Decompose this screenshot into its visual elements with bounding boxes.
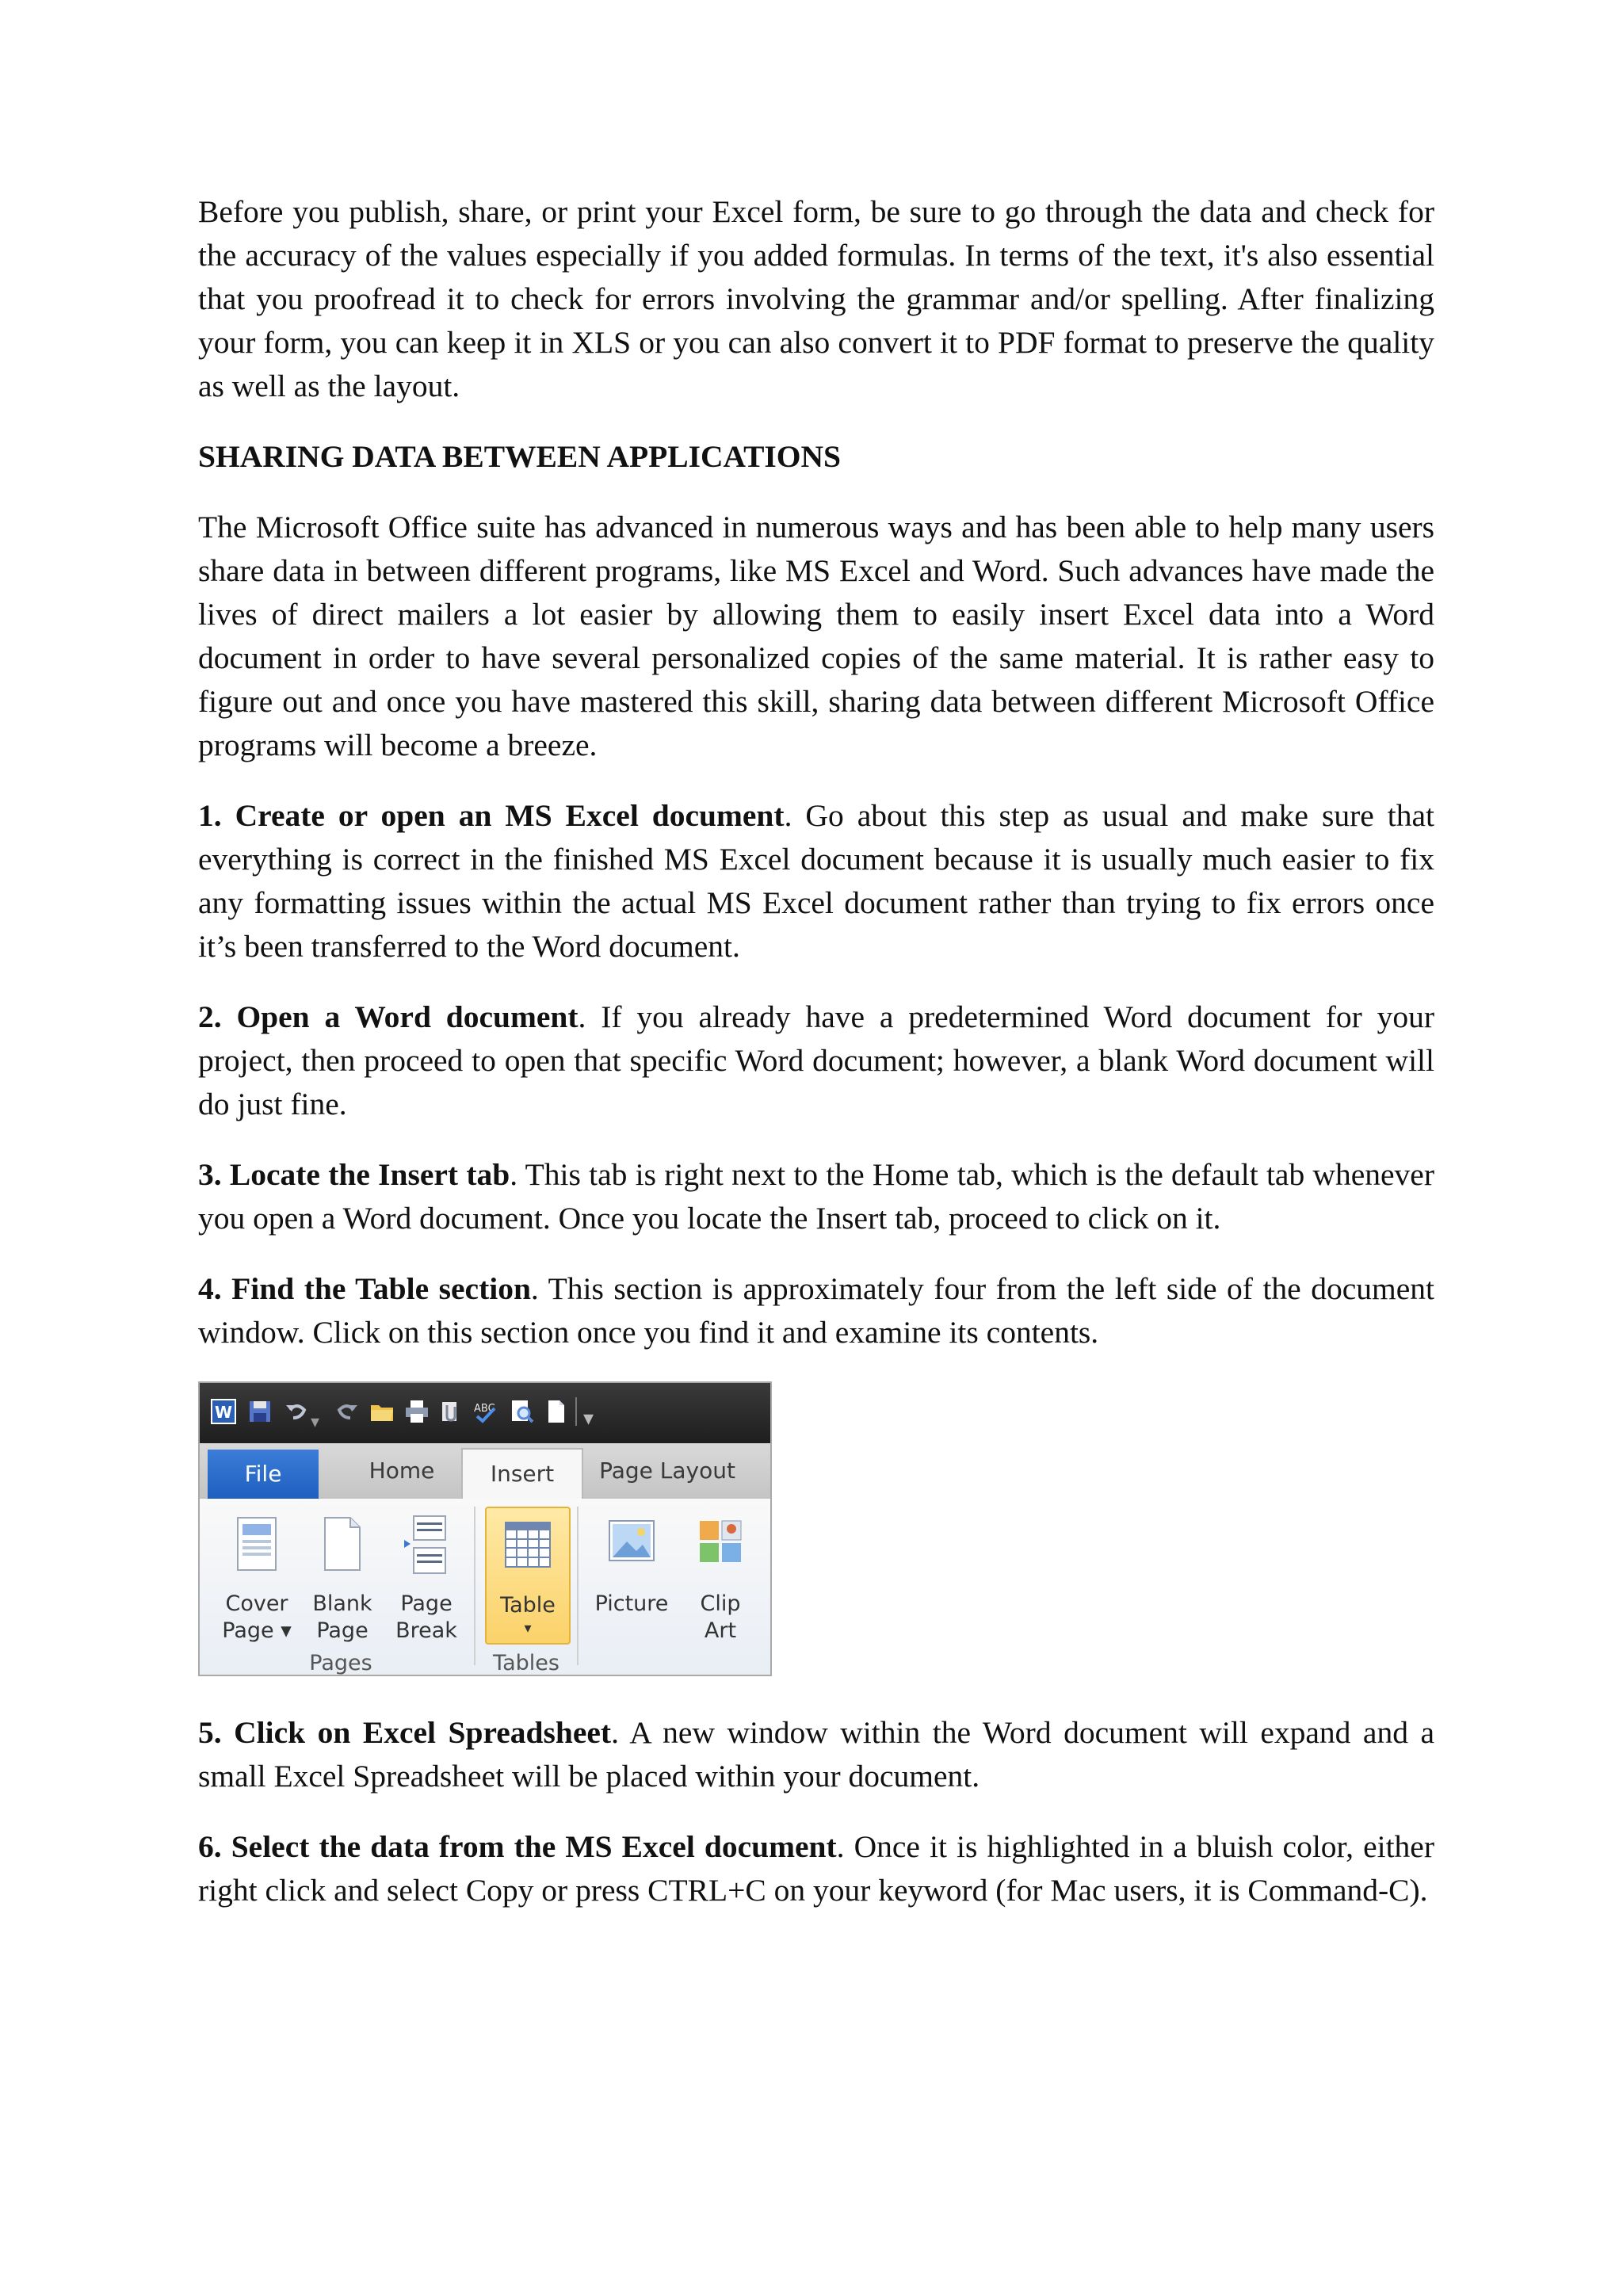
blank-page-button[interactable] <box>303 1507 382 1641</box>
clip-art-icon <box>695 1513 746 1576</box>
cover-page-label-line1: Cover <box>225 1591 288 1616</box>
step-2 <box>198 995 1434 1126</box>
step-3 <box>198 1153 1434 1240</box>
group-label-pages: Pages <box>309 1651 372 1675</box>
clip-art-label-line1: Clip <box>700 1591 741 1616</box>
word-ribbon-screenshot <box>198 1381 772 1676</box>
clip-art-button[interactable] <box>685 1507 756 1641</box>
step-2-text: . If you already have a predetermined Word document for your project, then proceed to open that specific Word document; however, a blank Word document will do just fine. <box>198 999 1434 1121</box>
page-break-button[interactable] <box>387 1507 466 1641</box>
open-folder-icon[interactable] <box>369 1399 395 1424</box>
page-break-label-line1: Page <box>400 1591 453 1616</box>
step-4-title: 4. Find the Table section <box>198 1271 531 1306</box>
page-break-label-line2: Break <box>395 1618 457 1643</box>
picture-icon <box>606 1513 657 1576</box>
cover-page-label <box>216 1591 298 1645</box>
suite-paragraph: The Microsoft Office suite has advanced in numerous ways and has been able to help many users share data in between different programs, like MS Excel and Word. Such advances have made the lives of direct mailers a lot easier by allowing them to easily insert Excel data into a Word document in order to have several personalized copies of the same material. It is rather easy to figure out and once you have mastered this skill, sharing data between different Microsoft Office programs will become a breeze. <box>198 510 1434 762</box>
group-label-tables: Tables <box>493 1651 559 1675</box>
step-4 <box>198 1267 1434 1354</box>
page-break-label <box>387 1591 466 1645</box>
attach-icon[interactable] <box>437 1399 463 1424</box>
step-3-title: 3. Locate the Insert tab <box>198 1157 510 1192</box>
print-preview-icon[interactable] <box>509 1399 534 1424</box>
tab-home[interactable]: Home <box>369 1457 435 1484</box>
table-button[interactable] <box>485 1507 571 1645</box>
spelling-icon[interactable] <box>472 1399 498 1424</box>
step-5-text: . A new window within the Word document will expand and a small Excel Spreadsheet will be placed within your document. <box>198 1715 1435 1794</box>
blank-page-label-line2: Page <box>316 1618 369 1643</box>
table-icon <box>502 1515 553 1578</box>
tab-page-layout[interactable]: Page Layout <box>599 1457 735 1484</box>
cover-page-label-line2: Page ▾ <box>222 1618 292 1643</box>
redo-icon[interactable] <box>334 1399 360 1424</box>
tab-file[interactable]: File <box>208 1450 319 1499</box>
step-1 <box>198 794 1434 968</box>
clip-art-label <box>685 1591 756 1645</box>
save-icon[interactable] <box>247 1399 273 1424</box>
step-3-text: . This tab is right next to the Home tab, which is the default tab whenever you open a Word document. Once you locate the Insert tab, proceed to click on it. <box>198 1157 1434 1236</box>
picture-button[interactable] <box>585 1507 678 1641</box>
page-break-icon <box>401 1513 452 1576</box>
cover-page-button[interactable] <box>216 1507 298 1641</box>
group-separator <box>577 1507 579 1665</box>
step-5 <box>198 1711 1434 1798</box>
toolbar-separator <box>575 1397 577 1426</box>
word-logo-icon[interactable] <box>211 1399 236 1424</box>
customize-toolbar-icon[interactable]: ▾ <box>583 1407 594 1431</box>
group-separator <box>474 1507 475 1665</box>
step-6-text: . Once it is highlighted in a bluish color, either right click and select Copy or press CTRL+C on your keyword (for Mac users, it is Command-C). <box>198 1829 1434 1908</box>
intro-paragraph: Before you publish, share, or print your Excel form, be sure to go through the data and check for the accuracy of the values especially if you added formulas. In terms of the text, it's also essential that you proofread it to check for errors involving the grammar and/or spelling. After finalizing your form, you can keep it in XLS or you can also convert it to PDF format to preserve the quality as well as the layout. <box>198 194 1434 403</box>
print-icon[interactable] <box>404 1399 430 1424</box>
table-dropdown-icon: ▾ <box>524 1620 532 1637</box>
table-label <box>487 1592 569 1638</box>
step-6-title: 6. Select the data from the MS Excel document <box>198 1829 837 1864</box>
tab-insert[interactable]: Insert <box>461 1448 583 1502</box>
step-6 <box>198 1825 1434 1912</box>
undo-dropdown-icon[interactable]: ▾ <box>311 1412 320 1432</box>
step-5-title: 5. Click on Excel Spreadsheet <box>198 1715 612 1750</box>
ribbon-body <box>200 1499 770 1675</box>
section-heading: SHARING DATA BETWEEN APPLICATIONS <box>198 439 842 474</box>
undo-icon[interactable] <box>284 1399 309 1424</box>
new-document-icon[interactable] <box>544 1399 569 1424</box>
blank-page-label <box>303 1591 382 1645</box>
quick-access-toolbar <box>200 1383 770 1443</box>
clip-art-label-line2: Art <box>704 1618 737 1643</box>
blank-page-label-line1: Blank <box>312 1591 372 1616</box>
document-body <box>198 190 1434 1939</box>
cover-page-icon <box>231 1513 282 1576</box>
step-1-text: . Go about this step as usual and make sure that everything is correct in the finished MS Excel document because it is usually much easier to fix any formatting issues within the actual MS Excel document rather than trying to fix errors once it’s been transferred to the Word document. <box>198 798 1434 964</box>
picture-label: Picture <box>594 1591 669 1616</box>
blank-page-icon <box>317 1513 368 1576</box>
ribbon-tabs <box>200 1443 770 1499</box>
step-2-title: 2. Open a Word document <box>198 999 579 1034</box>
svg-text:W: W <box>214 1403 233 1422</box>
step-4-text: . This section is approximately four from the left side of the document window. Click on this section once you find it and examine its contents. <box>198 1271 1434 1350</box>
svg-text:ABC: ABC <box>474 1403 495 1415</box>
table-label-line1: Table <box>500 1593 556 1618</box>
step-1-title: 1. Create or open an MS Excel document <box>198 798 785 833</box>
